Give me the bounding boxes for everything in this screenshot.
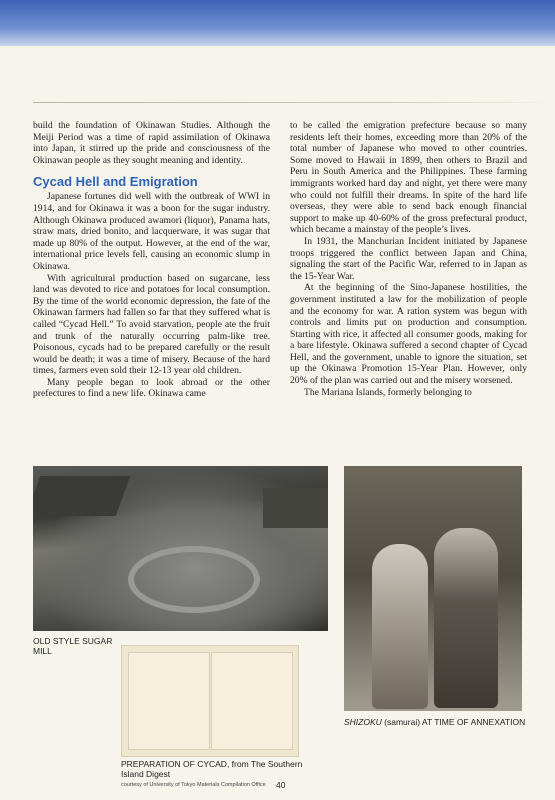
body-paragraph: build the foundation of Okinawan Studies. Although the Meiji Period was a time of rapid assimilation of Okinawa into Japan, it stirred up the pride and consciousness of the Okinawan people as they sought meaning and identity. bbox=[33, 120, 270, 166]
body-paragraph: The Mariana Islands, formerly belonging to bbox=[304, 386, 472, 398]
thatched-roof bbox=[263, 488, 328, 528]
cycad-caption: PREPARATION OF CYCAD, from The Southern Island Digest bbox=[121, 759, 303, 779]
standing-figure bbox=[434, 528, 498, 708]
body-paragraph: to be called the emigration prefecture because so many residents left their homes, exceeding more than 20% of the total number of Japanese who moved to other countries. Some moved to Hawaii in 1899, then others to Brazil and Peru in South America and the Philippines. These farming immigrants worked hard day and night, yet there were many who could not fulfill their dreams. In spite of the hard life overseas, they were able to send back enough financial support to make up 40-60% of the gross prefectural product, which became a mainstay of the people’s lives. bbox=[290, 120, 527, 236]
caption-italic: SHIZOKU bbox=[344, 717, 382, 727]
shizoku-caption bbox=[344, 718, 534, 728]
body-paragraph: In 1931, the Manchurian Incident initiated by Japanese troops triggered the conflict between Japan and China, signaling the start of the Pacific War, referred to in Japan as the 15-Year War. bbox=[290, 235, 527, 282]
body-paragraph: Japanese fortunes did well with the outbreak of WWI in 1914, and for Okinawa it was a boon for the sugar industry. Although Okinawa produced awamori (liquor), Panama hats, straw mats, dried bonito, and lacquerware, it was sugar that made up 80% of the output. However, at the end of the war, international price levels fell, causing an economic slump in Okinawa. bbox=[33, 191, 270, 272]
header-rule bbox=[33, 102, 553, 103]
caption-text: (samurai) AT TIME OF ANNEXATION bbox=[381, 717, 526, 727]
shizoku-photo bbox=[344, 466, 522, 711]
left-column bbox=[33, 120, 270, 400]
body-paragraph: Many people began to look abroad or the other prefectures to find a new life. Okinawa came bbox=[33, 376, 270, 400]
right-column bbox=[290, 120, 527, 398]
section-heading: Cycad Hell and Emigration bbox=[33, 174, 198, 190]
mill-circle bbox=[128, 546, 260, 613]
mill-caption: OLD STYLE SUGAR MILL bbox=[33, 636, 113, 656]
illustration-page bbox=[211, 652, 293, 750]
page-number: 40 bbox=[276, 780, 286, 790]
cycad-illustration bbox=[121, 645, 299, 757]
illustration-page bbox=[128, 652, 210, 750]
body-paragraph: With agricultural production based on sugarcane, less land was devoted to rice and potatoes for local consumption. By the time of the world economic depression, the fate of the Okinawan farmers had fallen so far that they suffered what is called “Cycad Hell.” To avoid starvation, people ate the fruit and trunk of the naturally occurring palm-like tree. Poisonous, cycads had to be prepared carefully or the result would be death; it was a time of misery. Because of the hard times, farmers even sold their 12-13 year old children. bbox=[33, 272, 270, 377]
top-color-band bbox=[0, 0, 555, 46]
photo-credit: courtesy of University of Tokyo Materials Compilation Office bbox=[121, 782, 266, 788]
body-paragraph: At the beginning of the Sino-Japanese hostilities, the government instituted a law for the mobilization of people and the economy for war. A ration system was begun with controls and limits put on production and consumption. Starting with rice, it affected all consumer goods, making for a bare lifestyle. Okinawa suffered a second chapter of Cycad Hell, and the government, unable to ignore the situation, set up the Okinawa Promotion 15-Year Plan. However, only 20% of the plan was carried out and the misery worsened. bbox=[290, 282, 527, 387]
standing-figure bbox=[372, 544, 428, 709]
sugar-mill-photo bbox=[33, 466, 328, 631]
thatched-roof bbox=[33, 476, 130, 516]
